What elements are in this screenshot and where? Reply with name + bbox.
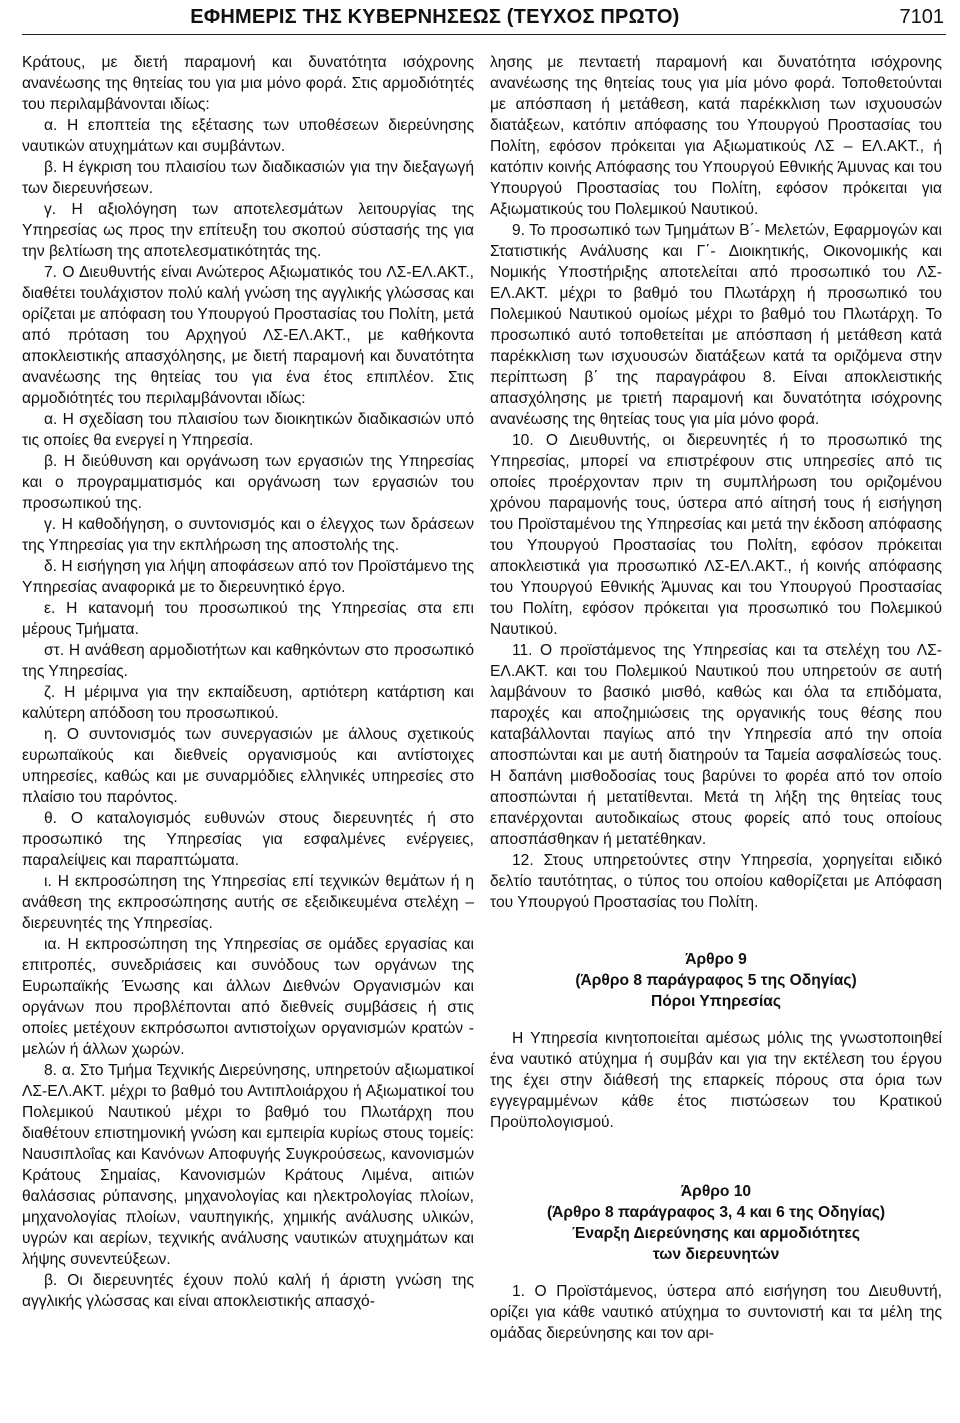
article-9-text: Η Υπηρεσία κινητοποιείται αμέσως μόλις της γνωστοποιηθεί ένα ναυτικό ατύχημα ή συμβάν και για την εκτέλεση του έργου της έχει στην διάθεσή της επαρκείς πόρους στα όρια των εγγεγραμμένων κάθε έτος πιστώσεων του Κρατικού Προϋπολογισμού. <box>490 1030 942 1131</box>
paragraph: ζ. Η μέριμνα για την εκπαίδευση, αρτιότερη κατάρτιση και καλύτερη απόδοση του προσωπικού. <box>22 684 474 722</box>
article-10-title: Άρθρο 10 <box>680 1183 752 1200</box>
article-9-heading: Πόροι Υπηρεσίας <box>651 993 781 1010</box>
page-number: 7101 <box>899 5 944 28</box>
paragraph: ι. Η εκπροσώπηση της Υπηρεσίας επί τεχνικών θεμάτων ή η ανάθεση της εκπροσώπησης αυτής σε εξειδικευμένα στελέχη – διερευνητές της Υπηρεσίας. <box>22 873 474 932</box>
paragraph: 12. Στους υπηρετούντες στην Υπηρεσία, χορηγείται ειδικό δελτίο ταυτότητας, ο τύπος του οποίου καθορίζεται με Απόφαση του Υπουργού Προστασίας του Πολίτη. <box>490 852 942 911</box>
article-9-subtitle: (Άρθρο 8 παράγραφος 5 της Οδηγίας) <box>575 972 857 989</box>
paragraph: στ. Η ανάθεση αρμοδιοτήτων και καθηκόντων στο προσωπικό της Υπηρεσίας. <box>22 642 474 680</box>
paragraph: β. Οι διερευνητές έχουν πολύ καλή ή άριστη γνώση της αγγλικής γλώσσας και είναι αποκλειστικής απασχό- <box>22 1272 474 1310</box>
article-9-title: Άρθρο 9 <box>685 951 747 968</box>
paragraph: 9. Το προσωπικό των Τμημάτων Β΄- Μελετών, Εφαρμογών και Στατιστικής Ανάλυσης και Γ΄- Διοικητικής, Οικονομικής και Νομικής Υποστήριξης αποτελείται από προσωπικό του ΛΣ-ΕΛ.ΑΚΤ. μέχρι το βαθμό του Πλωτάρχη ή προσωπικό του Πολεμικού Ναυτικού ομοίως μέχρι το βαθμό του Πλωτάρχη. Το προσωπικό αυτό τοποθετείται με απόσπαση ή μετάθεση κατά παρέκκλιση των ισχυουσών διατάξεων κατά τα οριζόμενα στην περίπτωση β΄ της παραγράφου 8. Είναι αποκλειστικής απασχόλησης με τριετή παραμονή και δυνατότητα ισόχρονης ανανέωσης της θητείας τους για μία μόνο φορά. <box>490 222 942 428</box>
paragraph: η. Ο συντονισμός των συνεργασιών με άλλους σχετικούς ευρωπαϊκούς και διεθνείς οργανισμούς και αντίστοιχες υπηρεσίες, καθώς και με συναρμόδιες ελληνικές υπηρεσίες στο πλαίσιο του παρόντος. <box>22 726 474 806</box>
article-10-subtitle: (Άρθρο 8 παράγραφος 3, 4 και 6 της Οδηγίας) <box>546 1204 886 1221</box>
article-10-heading-line1: Έναρξη Διερεύνησης και αρμοδιότητες <box>572 1225 860 1242</box>
paragraph: Κράτους, με διετή παραμονή και δυνατότητα ισόχρονης ανανέωσης της θητείας του για μια μόνο φορά. Στις αρμοδιότητές του περιλαμβάνονται ιδίως: <box>22 54 474 113</box>
paragraph: 7. Ο Διευθυντής είναι Ανώτερος Αξιωματικός του ΛΣ-ΕΛ.ΑΚΤ., διαθέτει τουλάχιστον πολύ καλή γνώση της αγγλικής γλώσσας και ορίζεται με απόφαση του Υπουργού Προστασίας του Πολίτη, μετά από πρόταση του Αρχηγού ΛΣ-ΕΛ.ΑΚΤ., με καθήκοντα αποκλειστικής απασχόλησης, με διετή παραμονή και δυνατότητα ανανέωσης της θητείας του για ένα έτος επιπλέον. Στις αρμοδιότητές του περιλαμβάνονται ιδίως: <box>22 264 474 407</box>
paragraph: α. Η εποπτεία της εξέτασης των υποθέσεων διερεύνησης ναυτικών ατυχημάτων και συμβάντων. <box>22 117 474 155</box>
left-column <box>22 52 474 1312</box>
paragraph: ια. Η εκπροσώπηση της Υπηρεσίας σε ομάδες εργασίας και επιτροπές, συνεδριάσεις και συνόδους των οργάνων της Ευρωπαϊκής Ένωσης και άλλων Διεθνών Οργανισμών και οργάνων που προβλέπονται από διεθνείς συμβάσεις ή στις οποίες μετέχουν εκπρόσωποι αντιστοίχων οργανισμών κρατών - μελών ή άλλων χωρών. <box>22 936 474 1058</box>
paragraph: β. Η διεύθυνση και οργάνωση των εργασιών της Υπηρεσίας και ο προγραμματισμός και οργάνωση των εργασιών του προσωπικού της. <box>22 453 474 512</box>
paragraph: ε. Η κατανομή του προσωπικού της Υπηρεσίας στα επι μέρους Τμήματα. <box>22 600 474 638</box>
paragraph: 10. Ο Διευθυντής, οι διερευνητές ή το προσωπικό της Υπηρεσίας, μπορεί να επιστρέφουν στις υπηρεσίες από τις οποίες προέρχονταν πριν τη συμπλήρωση του οριζομένου χρόνου παραμονής τους, ύστερα από αίτησή τους ή εισήγηση του Προϊσταμένου της Υπηρεσίας και μετά την έκδοση απόφασης του Υπουργού Προστασίας του Πολίτη, εφόσον πρόκειται αποκλειστικά για προσωπικό ΛΣ-ΕΛ.ΑΚΤ., ή κοινής απόφασης του Υπουργού Εθνικής Άμυνας και του Υπουργού Προστασίας του Πολίτη, εφόσον πρόκειται για προσωπικό του Πολεμικού Ναυτικού. <box>490 432 942 638</box>
paragraph: γ. Η αξιολόγηση των αποτελεσμάτων λειτουργίας της Υπηρεσίας ως προς την επίτευξη του σκοπού σύστασής της για την βελτίωση της αποτελεσματικότητάς της. <box>22 201 474 260</box>
gazette-title: ΕΦΗΜΕΡΙΣ ΤΗΣ ΚΥΒΕΡΝΗΣΕΩΣ (ΤΕΥΧΟΣ ΠΡΩΤΟ) <box>190 5 680 28</box>
article-10-heading-line2: των διερευνητών <box>652 1246 780 1263</box>
paragraph: λησης με πενταετή παραμονή και δυνατότητα ισόχρονης ανανέωσης της θητείας τους για μία μόνο φορά. Τοποθετούνται με απόσπαση ή μετάθεση, κατά παρέκκλιση των ισχυουσών διατάξεων, κατόπιν απόφασης του Υπουργού Προστασίας του Πολίτη, εφόσον πρόκειται για Αξιωματικούς ΛΣ – ΕΛ.ΑΚΤ., ή κατόπιν κοινής Απόφασης του Υπουργού Εθνικής Άμυνας και του Υπουργού Προστασίας του Πολίτη, εφόσον πρόκειται για Αξιωματικούς του Πολεμικού Ναυτικού. <box>490 54 942 218</box>
paragraph: δ. Η εισήγηση για λήψη αποφάσεων από τον Προϊστάμενο της Υπηρεσίας αναφορικά με το διερευνητικό έργο. <box>22 558 474 596</box>
paragraph: γ. Η καθοδήγηση, ο συντονισμός και ο έλεγχος των δράσεων της Υπηρεσίας για την εκπλήρωση της αποστολής της. <box>22 516 474 554</box>
paragraph: β. Η έγκριση του πλαισίου των διαδικασιών για την διεξαγωγή των διερευνήσεων. <box>22 159 474 197</box>
page-header <box>24 0 944 34</box>
header-rule <box>22 34 946 35</box>
paragraph: 11. Ο προϊστάμενος της Υπηρεσίας και τα στελέχη του ΛΣ-ΕΛ.ΑΚΤ. και του Πολεμικού Ναυτικού που υπηρετούν σε αυτή λαμβάνουν το βασικό μισθό, καθώς και όλα τα επιδόματα, παροχές και αποζημιώσεις της οργανικής τους θέσης που καταβάλλονται παγίως από την Υπηρεσία από την οποία αποσπώνται και με αυτή διατηρούν τα Ταμεία ασφαλίσεώς τους. Η δαπάνη μισθοδοσίας τους βαρύνει το φορέα από τον οποίο αποσπώνται ή μετατίθενται. Μετά τη λήξη της θητείας τους επανέρχονται αυτοδικαίως στους φορείς από τους οποίους αποσπάσθηκαν ή μετατέθηκαν. <box>490 642 942 848</box>
right-column <box>490 52 942 1344</box>
paragraph: θ. Ο καταλογισμός ευθυνών στους διερευνητές ή στο προσωπικό της Υπηρεσίας για εσφαλμένες ενέργειες, παραλείψεις και παραπτώματα. <box>22 810 474 869</box>
article-10-text: 1. Ο Προϊστάμενος, ύστερα από εισήγηση του Διευθυντή, ορίζει για κάθε ναυτικό ατύχημα το συντονιστή και τα μέλη της ομάδας διερεύνησης και τον αρι- <box>490 1283 942 1342</box>
paragraph: α. Η σχεδίαση του πλαισίου των διοικητικών διαδικασιών υπό τις οποίες θα ενεργεί η Υπηρεσία. <box>22 411 474 449</box>
paragraph: 8. α. Στο Τμήμα Τεχνικής Διερεύνησης, υπηρετούν αξιωματικοί ΛΣ-ΕΛ.ΑΚΤ. μέχρι το βαθμό του Αντιπλοιάρχου ή Αξιωματικοί του Πολεμικού Ναυτικού μέχρι το βαθμό του Πλωτάρχη που διαθέτουν επιστημονική γνώση και εμπειρία κυρίως στους τομείς: Ναυσιπλοΐας και Κανόνων Αποφυγής Συγκρούσεως, κανονισμών Κράτους Σημαίας, Κανονισμών Κράτους Λιμένα, αιτιών θαλάσσιας ρύπανσης, μηχανολογίας και ηλεκτρολογίας πλοίων, μηχανολογίας πλοίων, ναυπηγικής, χημικής ανάλυσης υλικών, υγρών και αερίων, τεχνικής ανάλυσης ναυτικών ατυχημάτων και λήψης συνεντεύξεων. <box>22 1062 474 1268</box>
